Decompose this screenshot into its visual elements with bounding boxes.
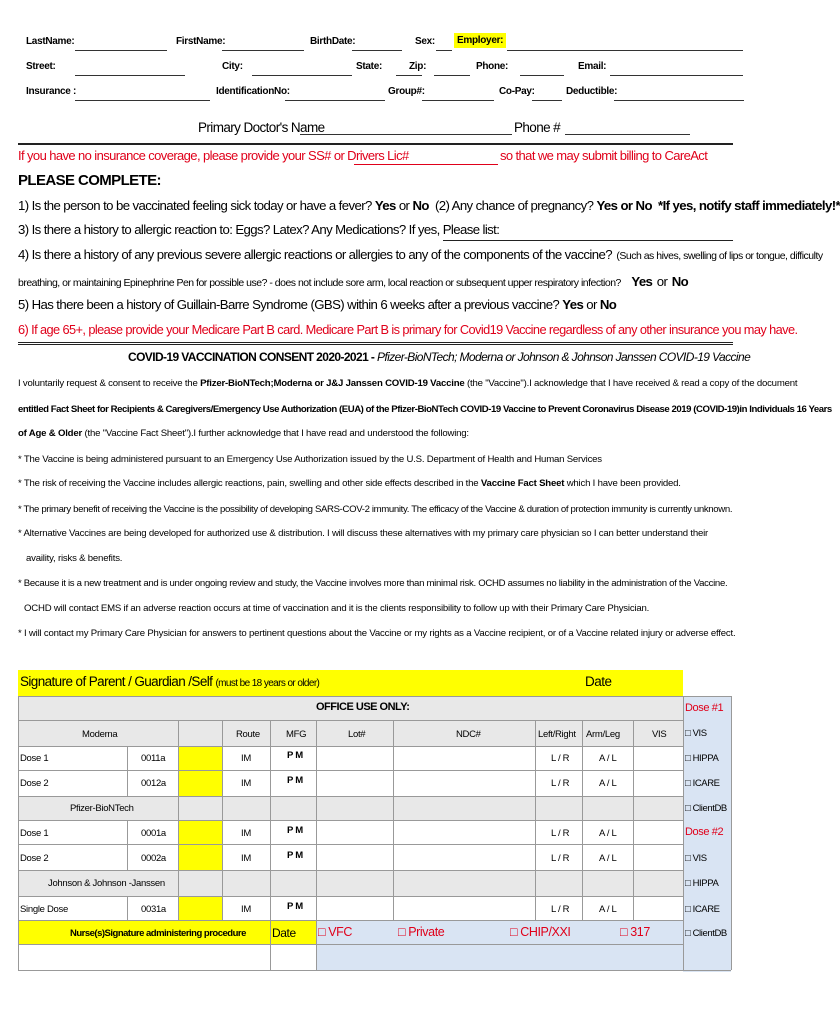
side1-icare[interactable]: □ ICARE <box>685 778 720 789</box>
deductible-field[interactable] <box>614 100 744 101</box>
question-4 <box>18 246 823 264</box>
nurse-signature-label: Nurse(s)Signature administering procedure <box>70 928 246 939</box>
row2-code: 0012a <box>141 778 166 789</box>
primary-doctor-label: Primary Doctor's Name <box>198 120 325 135</box>
first-name-field[interactable] <box>222 50 304 51</box>
grid-h-8 <box>18 870 683 871</box>
q5-text: 5) Has there been a history of Guillain-Barre Syndrome (GBS) within 6 weeks after a previous vaccine? <box>18 297 560 312</box>
header-vis: VIS <box>652 729 667 740</box>
grid-h-11 <box>18 944 683 945</box>
q2-notify: *If yes, notify staff immediately!* <box>658 198 840 213</box>
vfc-checkbox[interactable]: □ VFC <box>318 925 353 939</box>
row3-lr[interactable]: L / R <box>551 828 570 839</box>
row4-lr[interactable]: L / R <box>551 853 570 864</box>
q4-main: 4) Is there a history of any previous severe allergic reactions or allergies to any of the components of the vaccine? <box>18 247 612 262</box>
grid-v-dose3 <box>127 896 128 920</box>
q4-yes[interactable]: Yes <box>631 274 653 289</box>
header-mfg: MFG <box>286 729 307 740</box>
row2-mfg[interactable]: P M <box>287 775 303 786</box>
bullet-2-b: Vaccine Fact Sheet <box>480 478 565 489</box>
yellow-cell-1[interactable] <box>178 746 222 770</box>
question-1 <box>18 198 840 213</box>
side2-vis[interactable]: □ VIS <box>685 853 707 864</box>
bullet-2-a: * The risk of receiving the Vaccine includes allergic reactions, pain, swelling and other side effects described in the <box>18 478 479 489</box>
consent-title-bold: COVID-19 VACCINATION CONSENT 2020-2021 - <box>128 350 375 364</box>
question-4-line2 <box>18 273 688 291</box>
q3-field[interactable] <box>443 240 733 241</box>
no-insurance-text-before: If you have no insurance coverage, please provide your SS# or Drivers Lic# <box>18 148 409 163</box>
grid-h-10 <box>18 920 683 921</box>
code317-checkbox[interactable]: □ 317 <box>620 925 650 939</box>
row2-lr[interactable]: L / R <box>551 778 570 789</box>
row3-mfg[interactable]: P M <box>287 825 303 836</box>
q4-paren: (Such as hives, swelling of lips or tongue, difficulty <box>616 250 823 262</box>
question-5 <box>18 297 616 312</box>
grid-h-7 <box>18 844 683 845</box>
q5-or: or <box>586 297 597 312</box>
grid-h-1 <box>18 696 731 697</box>
grid-v-al <box>633 720 634 920</box>
grid-v-code <box>178 720 179 920</box>
chip-checkbox[interactable]: □ CHIP/XXI <box>510 925 571 939</box>
grid-h-6 <box>18 820 683 821</box>
row4-route: IM <box>241 853 251 864</box>
side1-vis[interactable]: □ VIS <box>685 728 707 739</box>
header-left-right: Left/Right <box>538 729 576 740</box>
street-field[interactable] <box>75 75 185 76</box>
consent-p1-a: I voluntarily request & consent to receive the <box>18 378 198 389</box>
q5-yes[interactable]: Yes <box>562 297 584 312</box>
grid-v-route <box>270 720 271 970</box>
consent-p2 <box>18 404 832 415</box>
employer-field[interactable] <box>507 50 743 51</box>
bullet-5-cont: OCHD will contact EMS if an adverse reaction occurs at time of vaccination and it is the clients responsibility to follow up with their Primary Care Physician. <box>24 603 650 614</box>
row5-dose: Single Dose <box>20 904 68 915</box>
signature-label <box>20 674 319 689</box>
office-title: OFFICE USE ONLY: <box>316 701 410 713</box>
employer-label: Employer: <box>454 33 506 48</box>
bullet-6: * I will contact my Primary Care Physician for answers to pertinent questions about the Vaccine or my rights as a Vaccine recipient, or of a Vaccine related injury or adverse effect. <box>18 628 736 639</box>
bullet-3: * The primary benefit of receiving the Vaccine is the possibility of developing SARS-COV-2 immunity. The efficacy of the Vaccine & duration of protection immunity is currently unknown. <box>18 504 733 515</box>
please-complete-heading: PLEASE COMPLETE: <box>18 172 161 189</box>
side2-icare[interactable]: □ ICARE <box>685 904 720 915</box>
group-field[interactable] <box>422 100 494 101</box>
last-name-label: LastName: <box>26 36 75 47</box>
grid-v-lr <box>582 720 583 920</box>
consent-p3-a: of Age & Older <box>18 428 83 439</box>
signature-text: Signature of Parent / Guardian /Self <box>20 674 213 689</box>
row1-route: IM <box>241 753 251 764</box>
row5-route: IM <box>241 904 251 915</box>
row5-code: 0031a <box>141 904 166 915</box>
row1-code: 0011a <box>141 753 166 764</box>
no-insurance-text-after: so that we may submit billing to CareAct <box>500 148 708 163</box>
deductible-label: Deductible: <box>566 86 618 97</box>
bullet-2-c: which I have been provided. <box>566 478 681 489</box>
side2-clientdb[interactable]: □ ClientDB <box>685 928 727 939</box>
q2-yes-or-no[interactable]: Yes or No <box>596 198 652 213</box>
row4-dose: Dose 2 <box>20 853 49 864</box>
header-route: Route <box>236 729 260 740</box>
question-6: 6) If age 65+, please provide your Medicare Part B card. Medicare Part B is primary for Covid19 Vaccine regardless of any other insurance you may have. <box>18 322 798 337</box>
bullet-5: * Because it is a new treatment and is under ongoing review and study, the Vaccine involves more than minimal risk. OCHD assumes no liability in the administration of the Vaccine. <box>18 578 728 589</box>
consent-p1-b: Pfizer-BioNTech;Moderna or J&J Janssen COVID-19 Vaccine <box>200 378 465 389</box>
city-field[interactable] <box>252 75 352 76</box>
signature-date-label: Date <box>585 674 612 689</box>
footer-date-label: Date <box>272 926 296 940</box>
row5-lr[interactable]: L / R <box>551 904 570 915</box>
yellow-cell-4[interactable] <box>178 844 222 870</box>
sex-label: Sex: <box>415 36 435 47</box>
birth-date-field[interactable] <box>352 50 402 51</box>
grid-h-2 <box>18 720 683 721</box>
q1-yes[interactable]: Yes <box>374 198 396 213</box>
q1-no[interactable]: No <box>412 198 429 213</box>
row1-al[interactable]: A / L <box>599 753 617 764</box>
bottom-blue <box>316 944 683 970</box>
consent-title-italic: Pfizer-BioNTech; Moderna or Johnson & Johnson Janssen COVID-19 Vaccine <box>377 350 751 364</box>
birth-date-label: BirthDate: <box>310 36 356 47</box>
consent-title <box>128 350 750 364</box>
grid-v-mfg <box>316 720 317 970</box>
signature-note: (must be 18 years or older) <box>215 678 320 689</box>
grid-v-dose <box>127 746 128 796</box>
side1-clientdb[interactable]: □ ClientDB <box>685 803 727 814</box>
grid-h-5 <box>18 796 683 797</box>
dose2-label: Dose #2 <box>685 826 724 838</box>
consent-p1 <box>18 378 797 389</box>
bullet-4: * Alternative Vaccines are being developed for authorized use & distribution. I will discuss these alternatives with my primary care physician so I can better understand their <box>18 528 709 539</box>
state-label: State: <box>356 61 382 72</box>
consent-p3 <box>18 428 469 439</box>
row2-dose: Dose 2 <box>20 778 49 789</box>
grid-v-left <box>18 696 19 970</box>
header-arm-leg: Arm/Leg <box>586 729 620 740</box>
row5-al[interactable]: A / L <box>599 904 617 915</box>
street-label: Street: <box>26 61 56 72</box>
grid-v-ndc <box>535 720 536 920</box>
q1-text: 1) Is the person to be vaccinated feeling sick today or have a fever? <box>18 198 372 213</box>
top-divider <box>18 143 733 145</box>
row3-al[interactable]: A / L <box>599 828 617 839</box>
row4-al[interactable]: A / L <box>599 853 617 864</box>
email-label: Email: <box>578 61 607 72</box>
q4-line2: breathing, or maintaining Epinephrine Pen for possible use? - does not include sore arm, local reaction or subsequent upper respiratory infection? <box>18 277 621 289</box>
row1-mfg[interactable]: P M <box>287 750 303 761</box>
email-field[interactable] <box>610 75 743 76</box>
private-checkbox[interactable]: □ Private <box>398 925 445 939</box>
copay-field[interactable] <box>532 100 562 101</box>
yellow-cell-5[interactable] <box>178 896 222 920</box>
city-label: City: <box>222 61 243 72</box>
bullet-1: * The Vaccine is being administered pursuant to an Emergency Use Authorization issued by the U.S. Department of Health and Human Services <box>18 454 602 465</box>
identification-label: IdentificationNo: <box>216 86 290 97</box>
grid-h-4 <box>18 770 683 771</box>
doctor-phone-label: Phone # <box>514 120 561 135</box>
dose1-label: Dose #1 <box>685 702 724 714</box>
row3-code: 0001a <box>141 828 166 839</box>
grid-v-right <box>731 696 732 970</box>
phone-label: Phone: <box>476 61 509 72</box>
row3-route: IM <box>241 828 251 839</box>
row2-al[interactable]: A / L <box>599 778 617 789</box>
zip-field[interactable] <box>434 75 470 76</box>
insurance-field[interactable] <box>75 100 210 101</box>
q1-or: or <box>398 198 410 213</box>
side2-hippa[interactable]: □ HIPPA <box>685 878 719 889</box>
grid-v-yellow <box>222 720 223 920</box>
grid-v-lot <box>393 720 394 920</box>
sex-field[interactable] <box>436 50 452 51</box>
grid-h-3 <box>18 746 683 747</box>
copay-label: Co-Pay: <box>499 86 535 97</box>
question-3: 3) Is there a history to allergic reaction to: Eggs? Latex? Any Medications? If yes, Please list: <box>18 222 500 237</box>
grid-h-9 <box>18 896 683 897</box>
grid-v-dose2 <box>127 820 128 870</box>
consent-p2-text: entitled Fact Sheet for Recipients & Caregivers/Emergency Use Authorization (EUA) of the Pfizer-BioNTech COVID-19 Vaccine to Prevent Coronavirus Disease 2019 (COVID-19)in Individuals 16 Years <box>18 404 832 415</box>
row1-lr[interactable]: L / R <box>551 753 570 764</box>
row4-mfg[interactable]: P M <box>287 850 303 861</box>
consent-divider <box>18 342 733 345</box>
row5-mfg[interactable]: P M <box>287 901 303 912</box>
zip-label: Zip: <box>409 61 427 72</box>
row2-route: IM <box>241 778 251 789</box>
first-name-label: FirstName: <box>176 36 226 47</box>
bullet-2 <box>18 478 681 489</box>
state-field[interactable] <box>396 75 422 76</box>
consent-p1-c: (the "Vaccine").I acknowledge that I have received & read a copy of the document <box>467 378 798 389</box>
group-jj: Johnson & Johnson -Janssen <box>48 878 165 889</box>
header-moderna: Moderna <box>82 729 118 740</box>
last-name-field[interactable] <box>75 50 167 51</box>
grid-v-vis <box>683 696 684 970</box>
row3-dose: Dose 1 <box>20 828 49 839</box>
group-pfizer: Pfizer-BioNTech <box>70 803 134 814</box>
primary-doctor-field[interactable] <box>300 134 512 135</box>
consent-p3-b: (the "Vaccine Fact Sheet").I further acknowledge that I have read and understood the following: <box>84 428 469 439</box>
q4-no[interactable]: No <box>671 274 689 289</box>
q5-no[interactable]: No <box>599 297 617 312</box>
insurance-label: Insurance : <box>26 86 77 97</box>
row4-code: 0002a <box>141 853 166 864</box>
grid-h-12 <box>18 970 731 971</box>
row1-dose: Dose 1 <box>20 753 49 764</box>
header-lot: Lot# <box>348 729 366 740</box>
bullet-4-cont: availity, risks & benefits. <box>26 553 123 564</box>
yellow-cell-3[interactable] <box>178 820 222 844</box>
side1-hippa[interactable]: □ HIPPA <box>685 753 719 764</box>
identification-field[interactable] <box>285 100 385 101</box>
ss-dl-field[interactable] <box>354 164 498 165</box>
header-ndc: NDC# <box>456 729 481 740</box>
yellow-cell-2[interactable] <box>178 770 222 796</box>
q2-text: (2) Any chance of pregnancy? <box>434 198 594 213</box>
doctor-phone-field[interactable] <box>565 134 690 135</box>
q4-or: or <box>656 274 668 289</box>
group-label: Group#: <box>388 86 425 97</box>
phone-field[interactable] <box>520 75 564 76</box>
